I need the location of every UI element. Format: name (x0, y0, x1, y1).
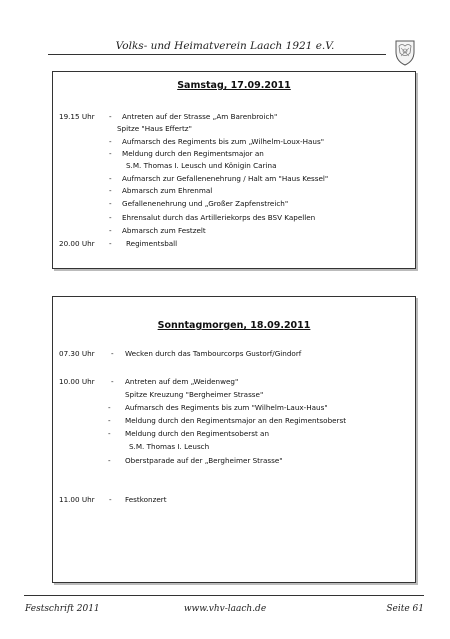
footer-divider (24, 595, 424, 596)
row-text: Aufmarsch des Regiments bis zum "Wilhelm-Laux-Haus" (125, 403, 328, 412)
schedule-row (53, 377, 415, 389)
schedule-row (53, 416, 415, 428)
schedule-row (53, 442, 415, 454)
row-dash: - (109, 137, 112, 146)
schedule-row (53, 456, 415, 468)
schedule-box-sunday (52, 296, 416, 583)
schedule-row (53, 112, 415, 124)
row-text: Abmarsch zum Ehrenmal (122, 186, 213, 195)
row-text: Gefallenenehrung und „Großer Zapfenstreich" (122, 199, 289, 208)
row-text: Regimentsball (126, 239, 178, 248)
schedule-row (53, 349, 415, 361)
schedule-row (53, 239, 415, 251)
row-time: 11.00 Uhr (59, 495, 95, 504)
row-dash: - (109, 149, 112, 158)
footer-page-number: Seite 61 (386, 604, 424, 614)
row-text: Meldung durch den Regimentsoberst an (125, 429, 270, 438)
schedule-row (53, 390, 415, 402)
footer-website-link[interactable]: www.vhv-laach.de (183, 604, 267, 614)
row-time: 07.30 Uhr (59, 349, 95, 358)
schedule-row (53, 137, 415, 149)
schedule-row (53, 186, 415, 198)
schedule-title-saturday: Samstag, 17.09.2011 (177, 80, 291, 91)
row-text: Aufmarsch zur Gefallenenehrung / Halt am "Haus Kessel" (122, 174, 329, 183)
row-dash: - (111, 349, 114, 358)
row-text: Festkonzert (125, 495, 167, 504)
row-text: Antreten auf dem „Weidenweg" (125, 377, 239, 386)
footer-publication: Festschrift 2011 (25, 604, 100, 614)
row-text: Aufmarsch des Regiments bis zum „Wilhelm-Loux-Haus" (122, 137, 325, 146)
row-text: Spitze Kreuzung "Bergheimer Strasse" (125, 390, 264, 399)
row-dash: - (108, 456, 111, 465)
header-divider (48, 54, 386, 55)
row-text: Meldung durch den Regimentsmajor an den Regimentsoberst (125, 416, 347, 425)
schedule-row (53, 124, 415, 136)
row-dash: - (109, 226, 112, 235)
row-text: Antreten auf der Strasse „Am Barenbroich" (122, 112, 278, 121)
schedule-title-sunday: Sonntagmorgen, 18.09.2011 (157, 320, 311, 331)
row-text: Ehrensalut durch das Artilleriekorps des BSV Kapellen (122, 213, 316, 222)
row-dash: - (111, 377, 114, 386)
schedule-row (53, 174, 415, 186)
row-text: Meldung durch den Regimentsmajor an (122, 149, 264, 158)
schedule-row (53, 226, 415, 238)
row-text: S.M. Thomas I. Leusch (129, 442, 210, 451)
schedule-row (53, 213, 415, 225)
row-dash: - (109, 186, 112, 195)
row-text: Abmarsch zum Festzelt (122, 226, 206, 235)
row-dash: - (109, 174, 112, 183)
row-dash: - (109, 495, 112, 504)
row-dash: - (109, 199, 112, 208)
row-time: 20.00 Uhr (59, 239, 95, 248)
schedule-row (53, 149, 415, 161)
page-header-title: Volks- und Heimatverein Laach 1921 e.V. (115, 40, 335, 52)
schedule-row (53, 403, 415, 415)
row-text: S.M. Thomas I. Leusch und Königin Carina (126, 161, 277, 170)
row-dash: - (108, 403, 111, 412)
schedule-row (53, 161, 415, 173)
row-dash: - (109, 213, 112, 222)
row-text: Spitze "Haus Effertz" (117, 124, 192, 133)
schedule-row (53, 495, 415, 507)
row-dash: - (109, 112, 112, 121)
row-time: 10.00 Uhr (59, 377, 95, 386)
row-dash: - (108, 429, 111, 438)
schedule-row (53, 429, 415, 441)
schedule-row (53, 199, 415, 211)
row-dash: - (108, 416, 111, 425)
row-text: Oberstparade auf der „Bergheimer Strasse" (125, 456, 283, 465)
row-text: Wecken durch das Tambourcorps Gustorf/Gindorf (125, 349, 302, 358)
row-time: 19.15 Uhr (59, 112, 95, 121)
coat-of-arms-icon (394, 38, 416, 66)
row-dash: - (109, 239, 112, 248)
schedule-box-saturday (52, 71, 416, 269)
